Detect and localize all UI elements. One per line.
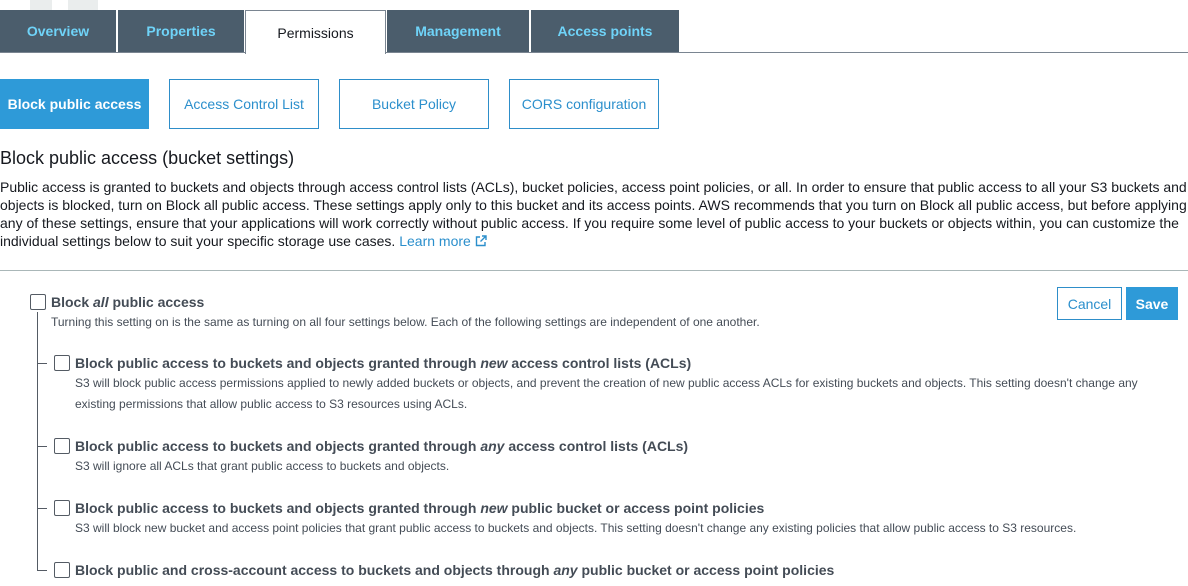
tab-access-points[interactable]: Access points (531, 10, 679, 52)
block-new-acls-label: Block public access to buckets and objects granted through new access control lists (ACLs) (75, 355, 692, 371)
tab-bar-divider (0, 52, 1188, 53)
tree-connector (37, 312, 38, 570)
decorative-fragment (68, 0, 98, 10)
tree-branch (37, 446, 47, 447)
block-new-acls-description: S3 will block public access permissions applied to newly added buckets or objects, and prevent the creation of new public access ACLs for existing buckets and objects. This setting doesn't change any existing permissions that allow public access to S3 resources using ACLs. (75, 376, 1138, 411)
block-new-policies-label: Block public access to buckets and objects granted through new public bucket or access point policies (75, 500, 765, 516)
block-any-policies-checkbox[interactable] (54, 562, 70, 578)
section-description (0, 178, 1188, 250)
tree-branch (37, 363, 47, 364)
subtab-bucket-policy[interactable]: Bucket Policy (339, 79, 489, 129)
description-text: Public access is granted to buckets and objects through access control lists (ACLs), bucket policies, access point policies, or all. In order to ensure that public access to all your S3 buckets and objects is blocked, turn on Block all public access. These settings apply only to this bucket and its access points. AWS recommends that you turn on Block all public access, but before applying any of these settings, ensure that your applications will work correctly without public access. If you require some level of public access to your buckets or objects within, you can customize the individual settings below to suit your specific storage use cases. (0, 179, 1187, 249)
block-new-policies-description: S3 will block new bucket and access point policies that grant public access to buckets and objects. This setting doesn't change any existing policies that allow public access to S3 resources. (75, 521, 1077, 535)
block-all-label: Block all public access (51, 294, 205, 310)
block-new-acls-checkbox[interactable] (54, 355, 70, 371)
block-any-acls-checkbox[interactable] (54, 438, 70, 454)
tab-bar (0, 0, 1188, 54)
tab-management[interactable]: Management (387, 10, 529, 52)
learn-more-text: Learn more (399, 233, 471, 249)
tab-properties[interactable]: Properties (118, 10, 244, 52)
block-all-description: Turning this setting on is the same as turning on all four settings below. Each of the following settings are independent of one another. (51, 315, 760, 329)
decorative-fragment (30, 0, 52, 10)
tab-permissions[interactable]: Permissions (245, 10, 386, 54)
subtab-cors-configuration[interactable]: CORS configuration (509, 79, 659, 129)
save-button[interactable]: Save (1126, 287, 1178, 320)
tree-branch (37, 570, 47, 571)
block-new-policies-checkbox[interactable] (54, 500, 70, 516)
cancel-button[interactable]: Cancel (1057, 287, 1122, 320)
subtab-access-control-list[interactable]: Access Control List (169, 79, 319, 129)
block-any-acls-label: Block public access to buckets and objects granted through any access control lists (ACLs) (75, 438, 689, 454)
learn-more-link[interactable] (399, 233, 487, 249)
external-link-icon (475, 235, 487, 247)
tab-overview[interactable]: Overview (0, 10, 116, 52)
section-divider (0, 270, 1188, 271)
subtab-block-public-access[interactable]: Block public access (0, 79, 149, 129)
block-any-policies-label: Block public and cross-account access to buckets and objects through any public bucket or access point policies (75, 562, 835, 578)
block-all-checkbox[interactable] (30, 294, 46, 310)
block-any-acls-description: S3 will ignore all ACLs that grant public access to buckets and objects. (75, 459, 450, 473)
section-title: Block public access (bucket settings) (0, 148, 295, 168)
tree-branch (37, 508, 47, 509)
